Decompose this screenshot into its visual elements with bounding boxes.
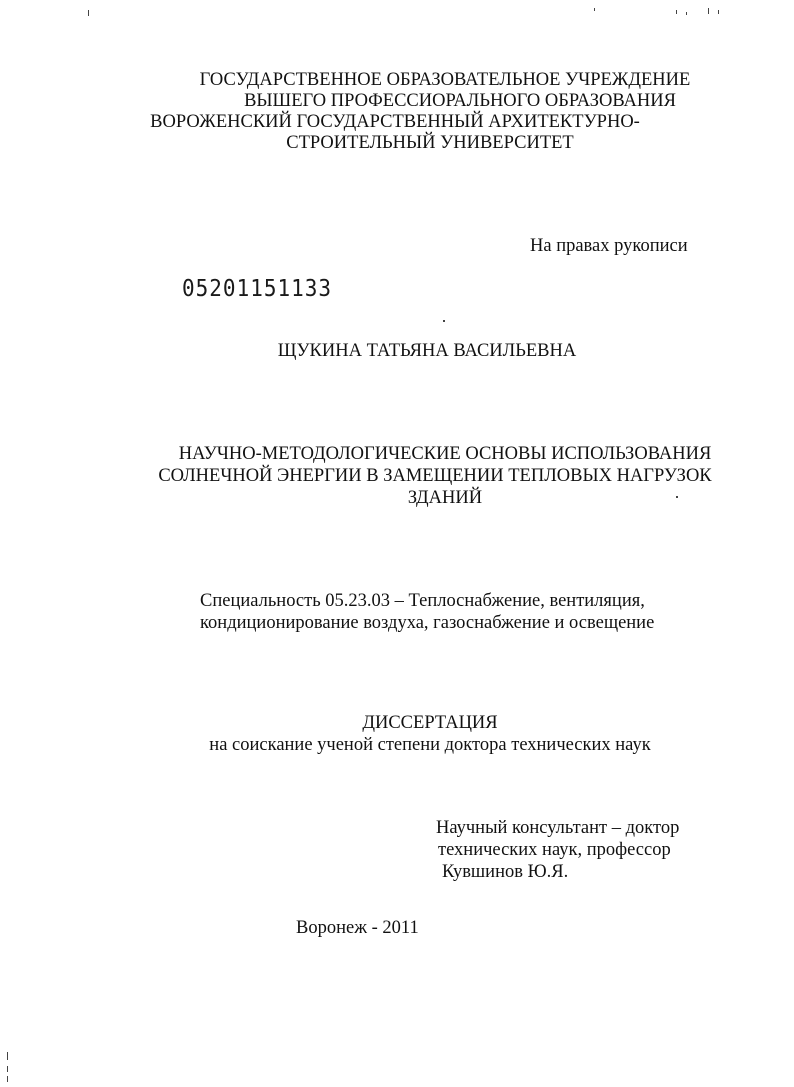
institution-line: ВЫШЕГО ПРОФЕССИОРАЛЬНОГО ОБРАЗОВАНИЯ bbox=[244, 91, 676, 111]
dissertation-subheading: на соискание ученой степени доктора технических наук bbox=[209, 735, 651, 755]
scan-speck bbox=[7, 1076, 8, 1082]
title-line: НАУЧНО-МЕТОДОЛОГИЧЕСКИЕ ОСНОВЫ ИСПОЛЬЗОВАНИЯ bbox=[178, 444, 712, 464]
scan-speck bbox=[7, 1052, 8, 1060]
institution-block bbox=[120, 70, 770, 154]
dissertation-title bbox=[120, 443, 770, 509]
archive-code: 05201151133 bbox=[182, 275, 333, 302]
scan-speck bbox=[7, 1066, 8, 1072]
rights-note: На правах рукописи bbox=[530, 236, 688, 256]
consultant-name: Кувшинов Ю.Я. bbox=[442, 862, 569, 882]
title-line: СОЛНЕЧНОЙ ЭНЕРГИИ В ЗАМЕЩЕНИИ ТЕПЛОВЫХ НАГРУЗОК bbox=[158, 466, 712, 486]
specialty-block bbox=[200, 590, 654, 634]
institution-line: ВОРОЖЕНСКИЙ ГОСУДАРСТВЕННЫЙ АРХИТЕКТУРНО- bbox=[150, 112, 640, 132]
scan-speck bbox=[594, 8, 595, 11]
scan-speck bbox=[718, 10, 719, 14]
dissertation-block bbox=[150, 712, 710, 756]
scan-speck bbox=[686, 12, 687, 15]
consultant-block bbox=[436, 817, 679, 883]
consultant-line: Научный консультант – доктор bbox=[436, 818, 680, 838]
consultant-line: технических наук, профессор bbox=[438, 840, 671, 860]
scan-speck bbox=[88, 10, 89, 16]
institution-line: СТРОИТЕЛЬНЫЙ УНИВЕРСИТЕТ bbox=[286, 133, 574, 153]
specialty-line: Специальность 05.23.03 – Теплоснабжение, вентиляция, bbox=[200, 591, 645, 611]
dissertation-heading: ДИССЕРТАЦИЯ bbox=[362, 713, 498, 733]
scan-speck bbox=[708, 8, 709, 14]
title-line: ЗДАНИЙ bbox=[407, 488, 483, 508]
scan-speck bbox=[443, 320, 445, 322]
city-year: Воронеж - 2011 bbox=[296, 918, 419, 938]
scan-speck bbox=[676, 10, 677, 14]
author-name: ЩУКИНА ТАТЬЯНА ВАСИЛЬЕВНА bbox=[277, 341, 577, 361]
specialty-line: кондиционирование воздуха, газоснабжение и освещение bbox=[200, 613, 655, 633]
institution-line: ГОСУДАРСТВЕННОЕ ОБРАЗОВАТЕЛЬНОЕ УЧРЕЖДЕНИЕ bbox=[199, 70, 691, 90]
